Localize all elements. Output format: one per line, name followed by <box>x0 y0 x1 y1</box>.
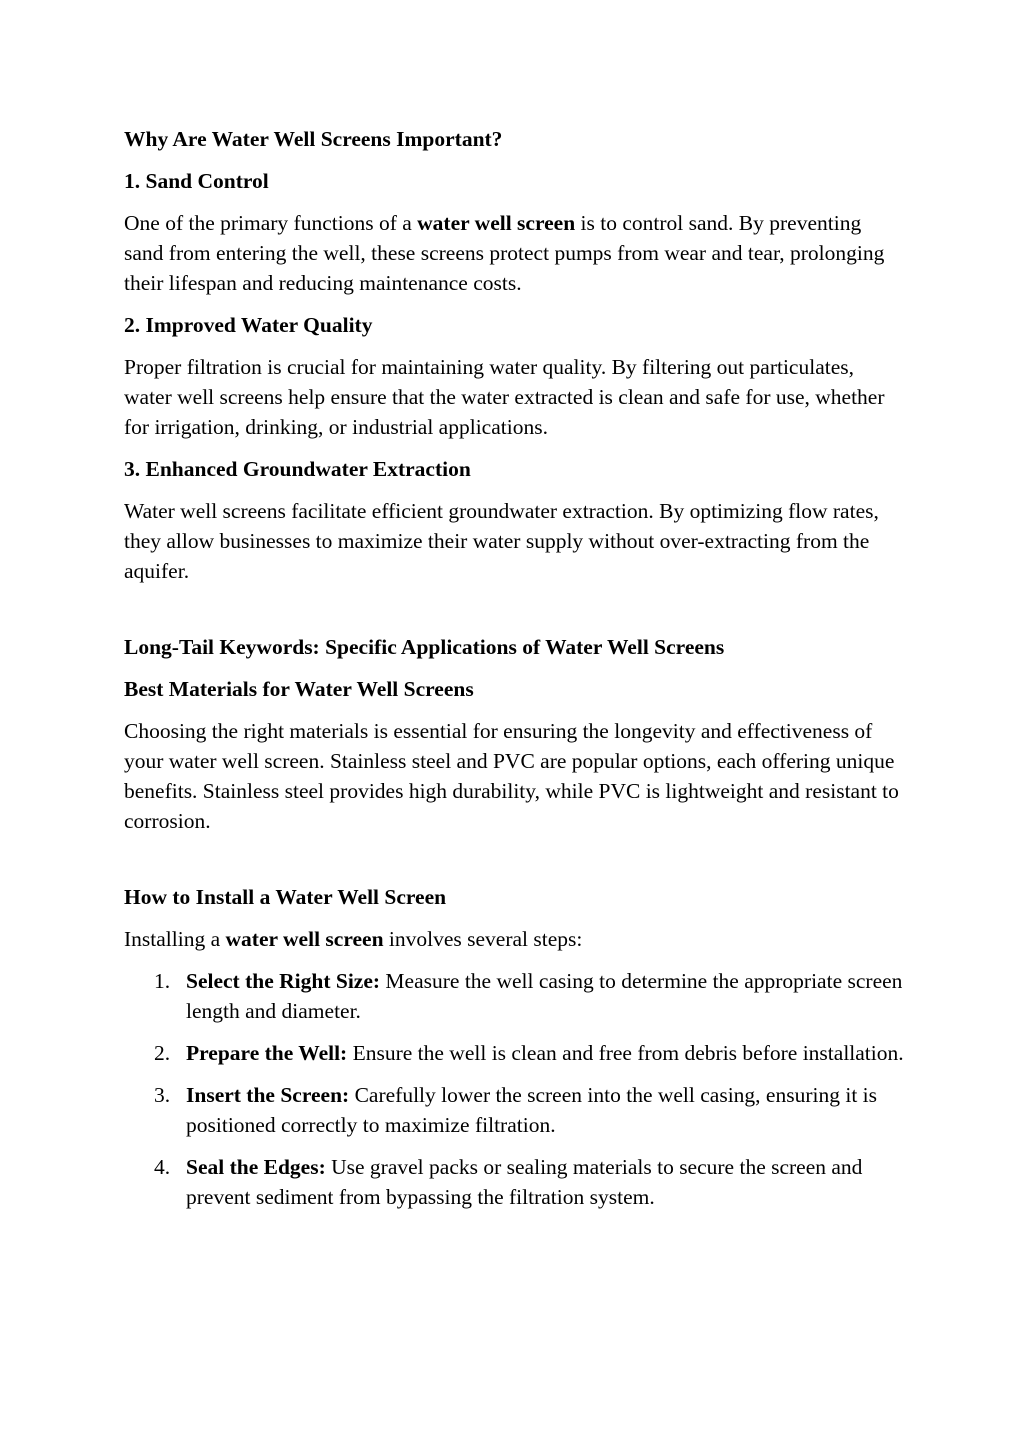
step-number: 1. <box>154 969 171 993</box>
sand-control-heading: 1. Sand Control <box>124 169 269 193</box>
list-item <box>124 966 904 1026</box>
water-quality-heading: 2. Improved Water Quality <box>124 313 373 337</box>
install-heading: How to Install a Water Well Screen <box>124 885 447 909</box>
install-steps-list <box>124 966 904 1212</box>
sand-bold-term: water well screen <box>417 211 576 235</box>
step-text: Ensure the well is clean and free from debris before installation. <box>347 1041 904 1065</box>
sand-control-paragraph <box>124 208 904 298</box>
extraction-heading: 3. Enhanced Groundwater Extraction <box>124 457 471 481</box>
step-text: Measure the well casing to determine the appropriate screen length and diameter. <box>186 969 903 1023</box>
step-text: Use gravel packs or sealing materials to secure the screen and prevent sediment from bypassing the filtration system. <box>186 1155 863 1209</box>
step-title: Seal the Edges: <box>186 1155 326 1179</box>
step-number: 4. <box>154 1155 171 1179</box>
install-intro <box>124 924 904 954</box>
list-item <box>124 1080 904 1140</box>
step-text: Carefully lower the screen into the well casing, ensuring it is positioned correctly to maximize filtration. <box>186 1083 878 1137</box>
sand-text-after: is to control sand. By preventing sand from entering the well, these screens protect pumps from wear and tear, prolonging their lifespan and reducing maintenance costs. <box>124 211 885 295</box>
step-title: Insert the Screen: <box>186 1083 350 1107</box>
list-item <box>124 1038 904 1068</box>
longtail-heading: Long-Tail Keywords: Specific Applications of Water Well Screens <box>124 635 725 659</box>
why-heading: Why Are Water Well Screens Important? <box>124 127 503 151</box>
list-item <box>124 1152 904 1212</box>
extraction-paragraph: Water well screens facilitate efficient groundwater extraction. By optimizing flow rates, they allow businesses to maximize their water supply without over-extracting from the aquifer. <box>124 499 879 583</box>
step-title: Prepare the Well: <box>186 1041 348 1065</box>
section-spacer <box>124 598 904 632</box>
water-quality-paragraph: Proper filtration is crucial for maintaining water quality. By filtering out particulates, water well screens help ensure that the water extracted is clean and safe for use, whether for irrigation, drinking, or industrial applications. <box>124 355 885 439</box>
step-number: 2. <box>154 1041 171 1065</box>
materials-paragraph: Choosing the right materials is essential for ensuring the longevity and effectiveness of your water well screen. Stainless steel and PVC are popular options, each offering unique benefits. Stainless steel provides high durability, while PVC is lightweight and resistant to corrosion. <box>124 719 899 833</box>
materials-heading: Best Materials for Water Well Screens <box>124 677 474 701</box>
section-spacer <box>124 848 904 882</box>
step-number: 3. <box>154 1083 171 1107</box>
document-page <box>124 124 904 1224</box>
install-intro-bold: water well screen <box>225 927 384 951</box>
sand-text-before: One of the primary functions of a <box>124 211 418 235</box>
step-title: Select the Right Size: <box>186 969 381 993</box>
install-intro-after: involves several steps: <box>383 927 583 951</box>
install-intro-before: Installing a <box>124 927 226 951</box>
